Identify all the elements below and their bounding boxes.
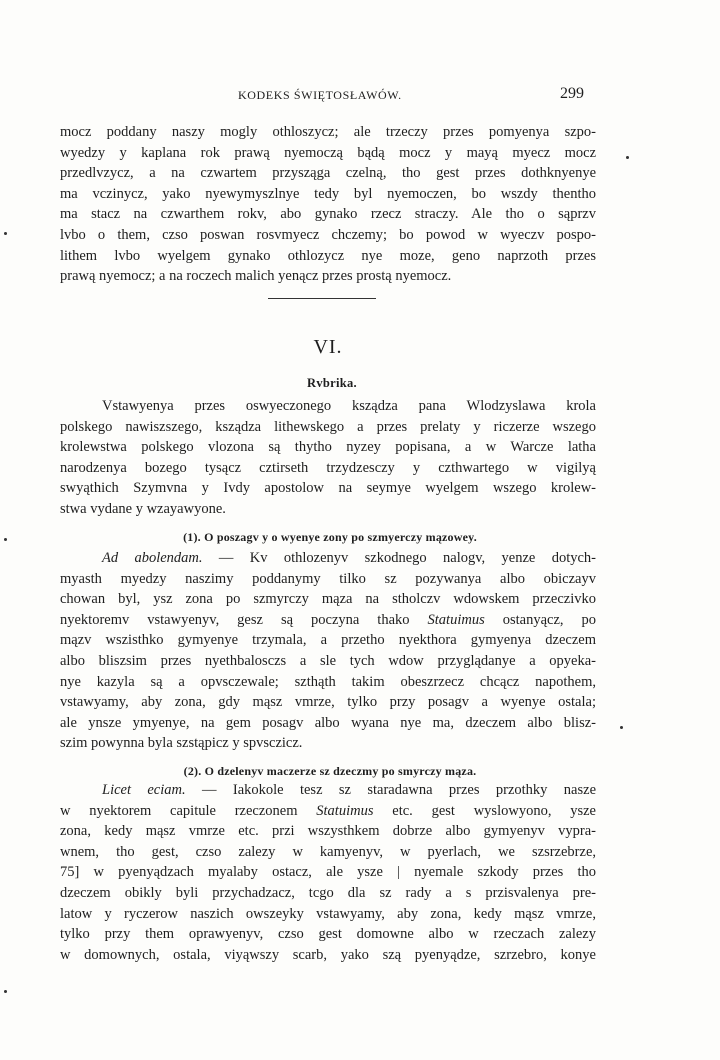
statute-name: Statuimus	[316, 802, 374, 819]
paragraph-continuation	[60, 122, 596, 287]
text-line: prawą nyemocz; a na roczech malich yenącz przes prostą nyemocz.	[60, 268, 452, 285]
text-line: ma stacz na czwarthem rokv, abo gynako rzecz straczy. Ale tho o sąprzv	[60, 206, 596, 223]
text-line: polskego nawiszszego, ksządza lithewskego a przes prelaty y riczerze wszego	[60, 418, 596, 435]
text-line	[60, 780, 596, 801]
text-line: wyedzy y kaplana rok prawą nyemoczą bądą mocz y mayą myecz mocz	[60, 144, 596, 161]
text-line: dzeczem obikly byli przychadzacz, tcgo dla sz rady a s przisvalenya pre-	[60, 884, 596, 901]
text-line: tylko przy them oprawyenyv, czso gest domowne albo w rzeczach zalezy	[60, 926, 596, 943]
text-line: lithem lvbo wyelgem gynako othlozycz nye moze, geno naprzoth przes	[60, 247, 596, 264]
text-line: mocz poddany naszy mogly othloszycz; ale trzeczy przes pomyenya szpo-	[60, 124, 596, 140]
text-line	[60, 801, 596, 822]
text-line: Vstawyenya przes oswyeczonego ksządza pana Wlodzyslawa krola	[102, 398, 596, 414]
text-line: swyąthich Szymvna y Ivdy apostolow na seymye wyelgem wszego krolew-	[60, 480, 596, 497]
section-1-heading: (1). O poszagv y o wyenye zony po szmyerczy mązowey.	[183, 530, 477, 544]
chapter-number: VI.	[313, 336, 343, 358]
text-line: szim powynna byla szstąpicz y spvsczicz.	[60, 735, 303, 752]
text-line: nye kazyla są a opvsczewale; szthąth takim obeszrzecz chcącz napothem,	[60, 673, 596, 690]
margin-mark	[620, 726, 623, 729]
text-line: chowan byl, ysz zona po szmyrczy mąza na stholczv wdowskem przeczivko	[60, 591, 596, 608]
text-line: vstawyamy, aby zona, gdy mąsz vmrze, tylko przy posagv a wyenye ostala;	[60, 694, 596, 711]
text-line: w domownych, ostala, viyąwszy scarb, yako szą pyenyądze, szrzebro, konye	[60, 946, 596, 963]
text-line: latow y ryczerow naszich owszeyky vstawyamy, aby zona, kedy mąsz vmrze,	[60, 905, 596, 922]
text-line: myasth myedzy naszimy poddanymy tilko sz pozywanya albo obiczayv	[60, 570, 596, 587]
section-2-heading: (2). O dzelenyv maczerze sz dzeczmy po smyrczy mąza.	[183, 764, 477, 778]
margin-mark	[4, 990, 7, 993]
text-line: ma vczinycz, yako nyewymyszlnye tedy byl nyemoczen, bo wszdy thentho	[60, 185, 596, 202]
text-line: przedlvzycz, a na czwartem przysząga czelną, tho gest przes dothknyenye	[60, 165, 596, 182]
text-fragment: ostanyącz, po	[502, 611, 597, 628]
lead-in: Ad abolendam.	[102, 550, 203, 566]
rubric-paragraph	[60, 396, 596, 520]
text-line: lvbo o them, czso poswan rosvmyecz chczemy; bo powod w wyeczv pospo-	[60, 226, 596, 243]
running-title: KODEKS ŚWIĘTOSŁAWÓW.	[238, 88, 402, 102]
lead-in: Licet eciam.	[102, 782, 186, 798]
text-line: albo bliszsim przes nyethbalosczs a sle tych wdow przyglądanye a opyeka-	[60, 652, 596, 669]
text-line: wnem, tho gest, czso zalezy w kamyenyv, w pyerlach, we szsrzebrze,	[60, 843, 596, 860]
text-line	[60, 548, 596, 569]
page-number: 299	[560, 85, 584, 102]
text-fragment: etc. gest wyslowyono, ysze	[392, 802, 596, 819]
running-head	[0, 85, 720, 108]
statute-name: Statuimus	[427, 611, 485, 628]
text-line: 75] w pyenyądzach myalaby ostacz, ale ysze | nyemale szkody przes tho	[60, 864, 596, 881]
text-line: ale ynsze ymyenye, na gem posagv albo wyana nye ma, dzeczem albo blisz-	[60, 714, 596, 731]
text-line: narodzenya bozego tysącz cztirseth trzydzesczy y czthwartego w vigilyą	[60, 459, 596, 476]
margin-mark	[4, 232, 7, 235]
text-line: krolewstwa polskego vlozona są thytho nyzey popisana, a w Warcze latha	[60, 439, 596, 456]
text-fragment: — Kv othlozenyv szkodnego nalogv, yenze dotych-	[218, 550, 596, 566]
margin-mark	[626, 156, 629, 159]
text-fragment: — Iakokole tesz sz staradawna przes przothky nasze	[202, 782, 597, 798]
section-1-body	[60, 548, 596, 754]
text-line: zona, kedy mąsz vmrze etc. przi wszysthkem dobrze albo gymyenyv vypra-	[60, 823, 596, 840]
text-line: mązv wszisthko gymyenye trzymala, a przetho nyekthora gymyenya dzeczem	[60, 632, 596, 649]
text-fragment: nyektoremv vstawyenyv, gesz są poczyna thako	[60, 611, 410, 628]
section-2-body	[60, 780, 596, 965]
text-line	[60, 610, 596, 631]
section-divider	[268, 298, 376, 299]
text-fragment: w nyektorem capitule rzeczonem	[60, 802, 298, 819]
margin-mark	[4, 538, 7, 541]
rubric-heading: Rvbrika.	[307, 376, 357, 390]
text-line: stwa vydane y wzayawyone.	[60, 500, 226, 517]
